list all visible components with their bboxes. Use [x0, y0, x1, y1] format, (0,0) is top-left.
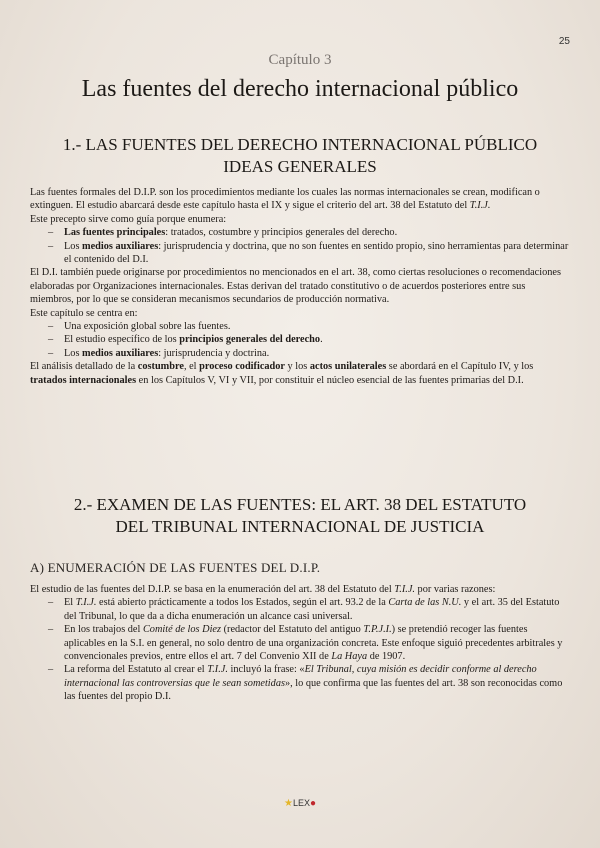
bold-term: medios auxiliares	[82, 347, 159, 359]
italic-quote: El Tribunal, cuya misión es decidir conforme al derecho internacional las controversias que le sean sometidas	[64, 664, 537, 689]
text-run: El análisis detallado de la	[30, 361, 138, 373]
list-item	[30, 347, 570, 360]
text-run: en los Capítulos V, VI y VII, por constituir el núcleo esencial de las fuentes primarias del D.I.	[136, 374, 524, 386]
list-item	[30, 623, 570, 663]
section2-subheading: A) ENUMERACIÓN DE LAS FUENTES DEL D.I.P.	[30, 560, 321, 575]
italic-term: T.I.J.	[207, 664, 228, 676]
list-item	[30, 333, 570, 346]
section1-list-2	[30, 320, 570, 360]
section1-paragraph-5	[30, 360, 570, 387]
text-run: incluyó la frase: «	[227, 664, 305, 676]
text-run: En los trabajos del	[64, 624, 143, 636]
text-run: : jurisprudencia y doctrina, que no son fuentes en sentido propio, sino herramientas para determinar el contenido del D.I.	[64, 240, 569, 266]
section1-heading-line1: 1.- LAS FUENTES DEL DERECHO INTERNACIONAL PÚBLICO	[62, 135, 538, 154]
section1-list-1	[30, 226, 570, 266]
text-run: : jurisprudencia y doctrina.	[158, 347, 270, 359]
list-item	[30, 240, 570, 267]
section2-list	[30, 596, 570, 703]
list-item	[30, 226, 570, 239]
abbreviation-tij: T.I.J.	[469, 200, 491, 212]
text-run: La reforma del Estatuto al crear el	[64, 664, 208, 676]
section1-paragraph-4: Este capítulo se centra en:	[30, 307, 138, 319]
bold-term: tratados internacionales	[30, 374, 137, 386]
text-run: El estudio de las fuentes del D.I.P. se basa en la enumeración del art. 38 del Estatuto del	[30, 584, 395, 595]
text-run: (redactor del Estatuto del antiguo	[221, 624, 364, 636]
section2-heading	[30, 494, 570, 538]
section2-heading-line1: 2.- EXAMEN DE LAS FUENTES: EL ART. 38 DEL ESTATUTO	[73, 495, 527, 514]
text-run: Las fuentes formales del D.I.P. son los procedimientos mediante los cuales las normas internacionales se crean, modifican o extinguen. El estudio abarcará desde este capítulo hasta el IX y sigue el criterio del art. 38 del Estatuto del	[30, 187, 540, 212]
section1-paragraph-1	[30, 186, 570, 213]
italic-term: Carta de las N.U.	[388, 597, 462, 609]
text-run: Los	[64, 347, 83, 359]
abbreviation-tij: T.I.J.	[394, 584, 415, 595]
star-icon: ★	[283, 798, 293, 809]
bold-term: costumbre	[137, 361, 184, 373]
italic-term: T.I.J.	[75, 597, 97, 609]
text-run: está abierto prácticamente a todos los Estados, según el art. 93.2 de la	[96, 597, 389, 609]
list-item	[30, 663, 570, 703]
drop-icon: ●	[309, 798, 317, 809]
text-run: ) se pretendió recoger las fuentes aplicables en la S.I. en general, no solo dentro de una organización concreta. Este enfoque siguió precedentes arbitrales y convencionales previos, entre ellos el art. 7 del Convenio XII de	[64, 624, 563, 663]
italic-term: T.P.J.I.	[363, 624, 392, 636]
footer-logo	[0, 798, 600, 809]
text-run: Los	[64, 240, 83, 252]
list-item	[30, 596, 570, 623]
text-run: , el	[183, 361, 200, 373]
section2-body	[30, 583, 570, 704]
page-number: 25	[558, 36, 570, 47]
text-run: por varias razones:	[414, 584, 496, 595]
bold-term: proceso codificador	[199, 361, 285, 373]
text-run: », lo que confirma que las fuentes del art. 38 son reconocidas como las fuentes del propio D.I.	[64, 677, 563, 703]
section2-heading-line2: DEL TRIBUNAL INTERNACIONAL DE JUSTICIA	[115, 517, 485, 536]
list-item: – Una exposición global sobre las fuentes.	[30, 320, 570, 333]
text-run: El	[64, 597, 76, 609]
section1-heading	[30, 134, 570, 178]
logo-text: LEX	[292, 798, 310, 808]
section2-paragraph-1	[30, 583, 570, 596]
text-run: : tratados, costumbre y principios generales del derecho.	[165, 227, 398, 239]
section1-body	[30, 186, 570, 387]
italic-term: Comité de los Diez	[142, 624, 222, 636]
text-run: de 1907.	[367, 651, 406, 663]
bold-term: Las fuentes principales	[64, 227, 166, 239]
text-run: se abordará en el Capítulo IV, y los	[386, 361, 534, 373]
bold-term: actos unilaterales	[309, 361, 387, 373]
text-run: y los	[284, 361, 310, 373]
text-run: .	[320, 334, 323, 346]
chapter-label: Capítulo 3	[268, 52, 332, 68]
text-run: y el art. 35 del Estatuto del Tribunal, lo que da a dicha enumeración un alcance casi universal.	[64, 597, 560, 622]
italic-term: La Haya	[331, 651, 368, 663]
section1-paragraph-3: El D.I. también puede originarse por procedimientos no mencionados en el art. 38, como ciertas resoluciones o recomendaciones elaboradas por Organizaciones internacionales. Estas derivan del tratado constitutivo o de acuerdos posteriores entre sus miembros, por lo que se consideran mecanismos secundarios de producción normativa.	[30, 267, 561, 306]
section1-paragraph-2: Este precepto sirve como guía porque enumera:	[30, 213, 227, 225]
text-run: El estudio específico de los	[64, 334, 180, 346]
bold-term: medios auxiliares	[82, 240, 159, 252]
section1-heading-line2: IDEAS GENERALES	[223, 157, 377, 176]
bold-term: principios generales del derecho	[179, 334, 321, 346]
chapter-title: Las fuentes del derecho internacional público	[81, 76, 519, 102]
